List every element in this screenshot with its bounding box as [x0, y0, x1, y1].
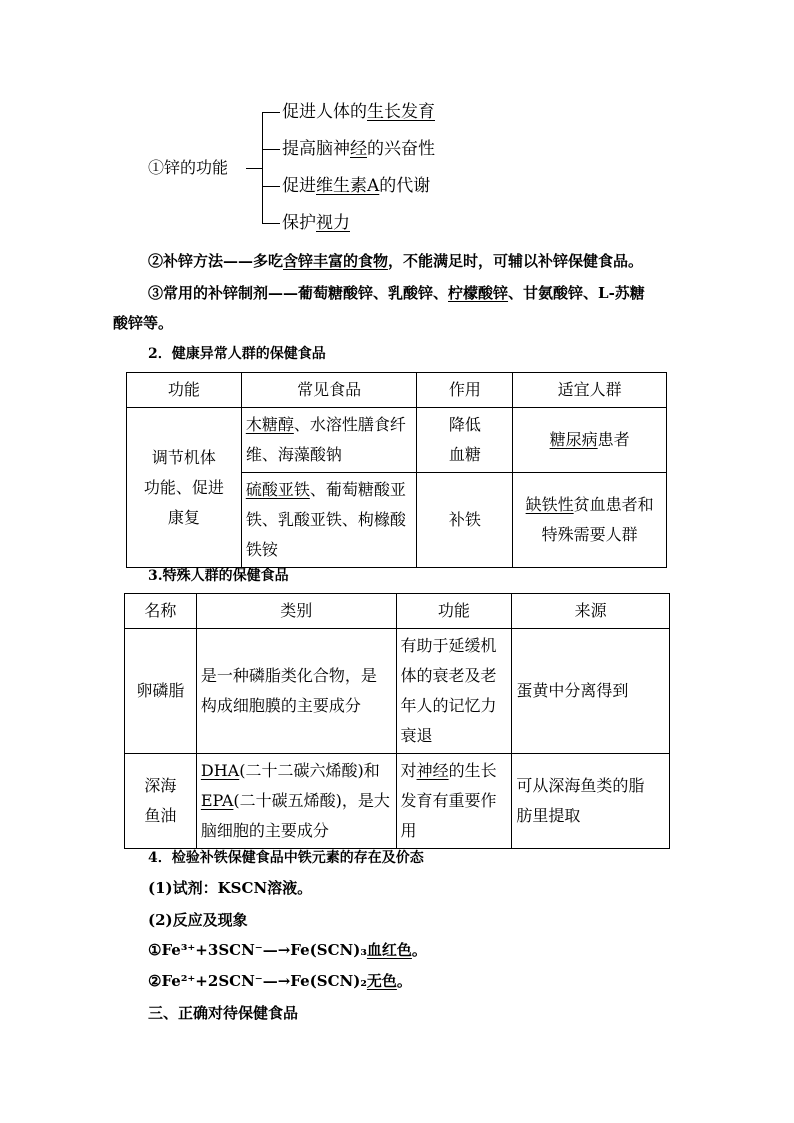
category-cell: 是一种磷脂类化合物，是 构成细胞膜的主要成分	[196, 629, 396, 754]
zinc-branch: 促进人体的生长发育	[282, 102, 435, 122]
effect-cell: 补铁	[417, 473, 513, 568]
people-cell: 缺铁性贫血患者和 特殊需要人群	[513, 473, 667, 568]
bracket-tick	[262, 149, 280, 150]
food-cell: 硫酸亚铁、葡萄糖酸亚 铁、乳酸亚铁、枸橼酸 铁铵	[241, 473, 417, 568]
zinc-agent-paragraph: ③常用的补锌制剂——葡萄糖酸锌、乳酸锌、柠檬酸锌、甘氨酸锌、L-苏糖	[148, 284, 645, 302]
section-heading-3: 3.特殊人群的保健食品	[148, 568, 289, 584]
zinc-agent-paragraph-cont: 酸锌等。	[113, 314, 174, 332]
function-cell: 对神经的生长 发育有重要作 用	[396, 754, 512, 849]
bracket-tick	[262, 112, 280, 113]
table-header: 功能	[127, 373, 242, 408]
zinc-function-label: ①锌的功能	[148, 158, 229, 177]
equation-2: ②Fe²⁺+2SCN⁻—→Fe(SCN)₂无色。	[148, 972, 412, 990]
category-cell: DHA(二十二碳六烯酸)和 EPA(二十碳五烯酸)，是大 脑细胞的主要成分	[196, 754, 396, 849]
section-heading-2: 2．健康异常人群的保健食品	[148, 346, 326, 362]
equation-1: ①Fe³⁺+3SCN⁻—→Fe(SCN)₃血红色。	[148, 941, 427, 959]
table-header: 常见食品	[241, 373, 417, 408]
table-header: 功能	[396, 594, 512, 629]
source-cell: 蛋黄中分离得到	[512, 629, 670, 754]
bracket-stem	[246, 168, 262, 169]
section-heading-5: 三、正确对待保健食品	[148, 1004, 299, 1022]
bracket-tick	[262, 223, 280, 224]
name-cell: 深海 鱼油	[125, 754, 197, 849]
effect-cell: 降低 血糖	[417, 408, 513, 473]
people-cell: 糖尿病患者	[513, 408, 667, 473]
zinc-branch: 提高脑神经的兴奋性	[282, 139, 435, 159]
function-cell: 调节机体 功能、促进 康复	[127, 408, 242, 568]
table-header: 类别	[196, 594, 396, 629]
name-cell: 卵磷脂	[125, 629, 197, 754]
section-heading-4: 4．检验补铁保健食品中铁元素的存在及价态	[148, 850, 424, 866]
table-header: 作用	[417, 373, 513, 408]
table-header: 来源	[512, 594, 670, 629]
table-header: 适宜人群	[513, 373, 667, 408]
bracket-tick	[262, 186, 280, 187]
reagent-line: (1)试剂：KSCN溶液。	[148, 879, 313, 897]
health-abnormal-table	[126, 372, 667, 568]
zinc-method-paragraph: ②补锌方法——多吃含锌丰富的食物，不能满足时，可辅以补锌保健食品。	[148, 252, 644, 270]
table-header: 名称	[125, 594, 197, 629]
special-people-table	[124, 593, 670, 849]
bracket-vertical	[262, 112, 263, 224]
food-cell: 木糖醇、水溶性膳食纤 维、海藻酸钠	[241, 408, 417, 473]
source-cell: 可从深海鱼类的脂 肪里提取	[512, 754, 670, 849]
reaction-title: (2)反应及现象	[148, 911, 248, 929]
function-cell: 有助于延缓机 体的衰老及老 年人的记忆力 衰退	[396, 629, 512, 754]
zinc-branch: 保护视力	[282, 213, 350, 233]
zinc-branch: 促进维生素A的代谢	[282, 176, 431, 196]
